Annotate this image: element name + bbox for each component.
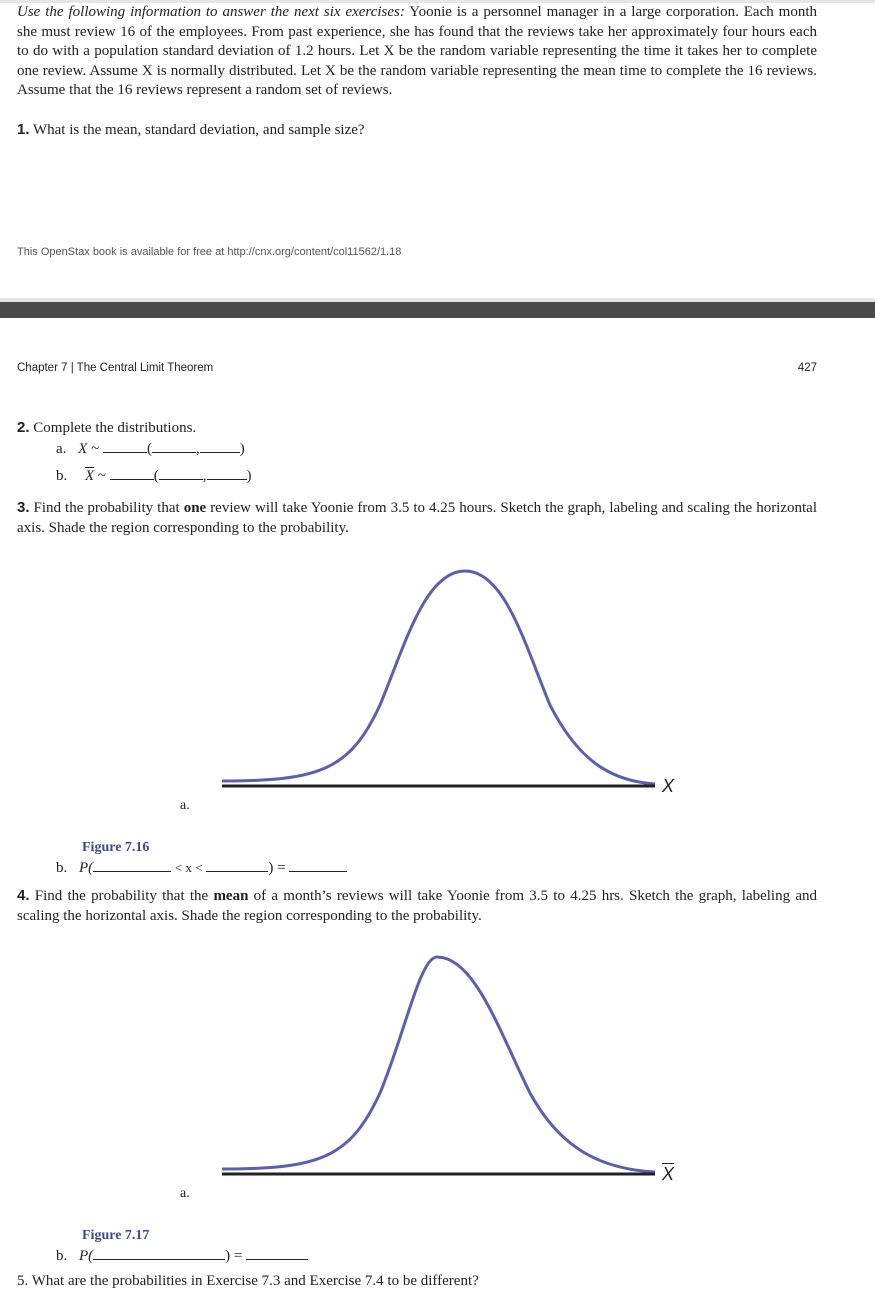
axis-label-xbar-2: $\overline{X}$ bbox=[662, 1164, 675, 1184]
question-3-emphasis: one bbox=[183, 500, 207, 516]
var-xbar: $\overline{X}$ bbox=[85, 468, 95, 484]
question-2a: a. X ~ ( , ) bbox=[56, 441, 245, 457]
page-footer: This OpenStax book is available for free at http://cnx.org/content/col11562/1.18 bbox=[17, 246, 402, 258]
figure-7-16-caption: Figure 7.16 bbox=[82, 840, 150, 855]
var-x: X bbox=[78, 441, 88, 457]
question-4-number: 4. bbox=[17, 887, 30, 904]
question-1 bbox=[17, 120, 817, 141]
intro-text: Yoonie is a personnel manager in a large corporation. Each month she must review 16 of the employees. From past experience, she has found that the reviews take her approximately four hours each to do with a population standard deviation of 1.2 hours. Let X be the random variable representing the time it takes her to complete one review. Assume X is normally distributed. Let X be the random variable representing the mean time to complete the 16 reviews. Assume that the 16 reviews represent a random set of reviews. bbox=[17, 4, 817, 98]
question-3 bbox=[17, 498, 817, 538]
item-label: b. bbox=[56, 468, 68, 484]
question-2-number: 2. bbox=[17, 419, 30, 436]
blank-param-1[interactable] bbox=[159, 467, 203, 480]
question-3-text: Find the probability that bbox=[29, 500, 184, 516]
question-2 bbox=[17, 418, 817, 439]
blank-distribution[interactable] bbox=[110, 467, 154, 480]
normal-curve-figure-2 bbox=[200, 943, 700, 1193]
fig1-part-a: a. bbox=[180, 798, 190, 813]
inequality: < x < bbox=[174, 860, 203, 875]
page-number: 427 bbox=[797, 362, 817, 374]
question-4 bbox=[17, 886, 817, 926]
chapter-header: Chapter 7 | The Central Limit Theorem bbox=[17, 362, 214, 374]
blank-param-2[interactable] bbox=[207, 467, 247, 480]
fig2-part-a: a. bbox=[180, 1186, 190, 1201]
fig2-part-b bbox=[56, 1247, 308, 1265]
question-1-text: What is the mean, standard deviation, and sample size? bbox=[29, 122, 365, 138]
blank-param-2[interactable] bbox=[200, 440, 240, 453]
prob-label: P( bbox=[79, 1248, 94, 1264]
normal-curve-1 bbox=[222, 571, 655, 784]
prob-label: P( bbox=[79, 860, 94, 876]
axis-label-x-1: X bbox=[662, 776, 675, 796]
question-2b: b. $\overline{X}$ ~ ( , ) bbox=[56, 468, 252, 484]
page-separator bbox=[0, 302, 875, 318]
question-5-text: 5. What are the probabilities in Exercise 7.3 and Exercise 7.4 to be different? bbox=[17, 1273, 479, 1289]
intro-lead: Use the following information to answer the next six exercises: bbox=[17, 4, 405, 20]
blank-answer[interactable] bbox=[289, 859, 347, 872]
blank-upper[interactable] bbox=[206, 859, 268, 872]
intro-paragraph bbox=[17, 3, 817, 101]
question-4-emphasis: mean bbox=[213, 888, 249, 904]
equals: ) = bbox=[225, 1248, 243, 1264]
blank-lower[interactable] bbox=[93, 859, 171, 872]
normal-curve-2 bbox=[222, 957, 655, 1172]
item-label: b. bbox=[56, 1248, 68, 1264]
item-label: a. bbox=[56, 441, 67, 457]
fig1-part-b bbox=[56, 859, 347, 877]
question-4-text: Find the probability that the bbox=[29, 888, 214, 904]
normal-curve-figure-1 bbox=[200, 555, 700, 805]
blank-answer[interactable] bbox=[246, 1247, 308, 1260]
question-2-text: Complete the distributions. bbox=[29, 420, 197, 436]
question-1-number: 1. bbox=[17, 121, 30, 138]
item-label: b. bbox=[56, 860, 68, 876]
question-4-text-rest: of a month’s reviews will take Yoonie from 3.5 to 4.25 hrs. Sketch the graph, labeling and scaling the horizontal axis. Shade the region corresponding to the probability. bbox=[17, 888, 817, 924]
blank-range[interactable] bbox=[93, 1247, 225, 1260]
question-3-text-rest: review will take Yoonie from 3.5 to 4.25 hours. Sketch the graph, labeling and scaling the horizontal axis. Shade the region corresponding to the probability. bbox=[17, 500, 818, 536]
question-3-number: 3. bbox=[17, 499, 30, 516]
blank-distribution[interactable] bbox=[103, 440, 147, 453]
figure-7-17-caption: Figure 7.17 bbox=[82, 1228, 150, 1243]
question-5-partial bbox=[17, 1272, 817, 1289]
blank-param-1[interactable] bbox=[152, 440, 196, 453]
equals: ) = bbox=[268, 860, 286, 876]
